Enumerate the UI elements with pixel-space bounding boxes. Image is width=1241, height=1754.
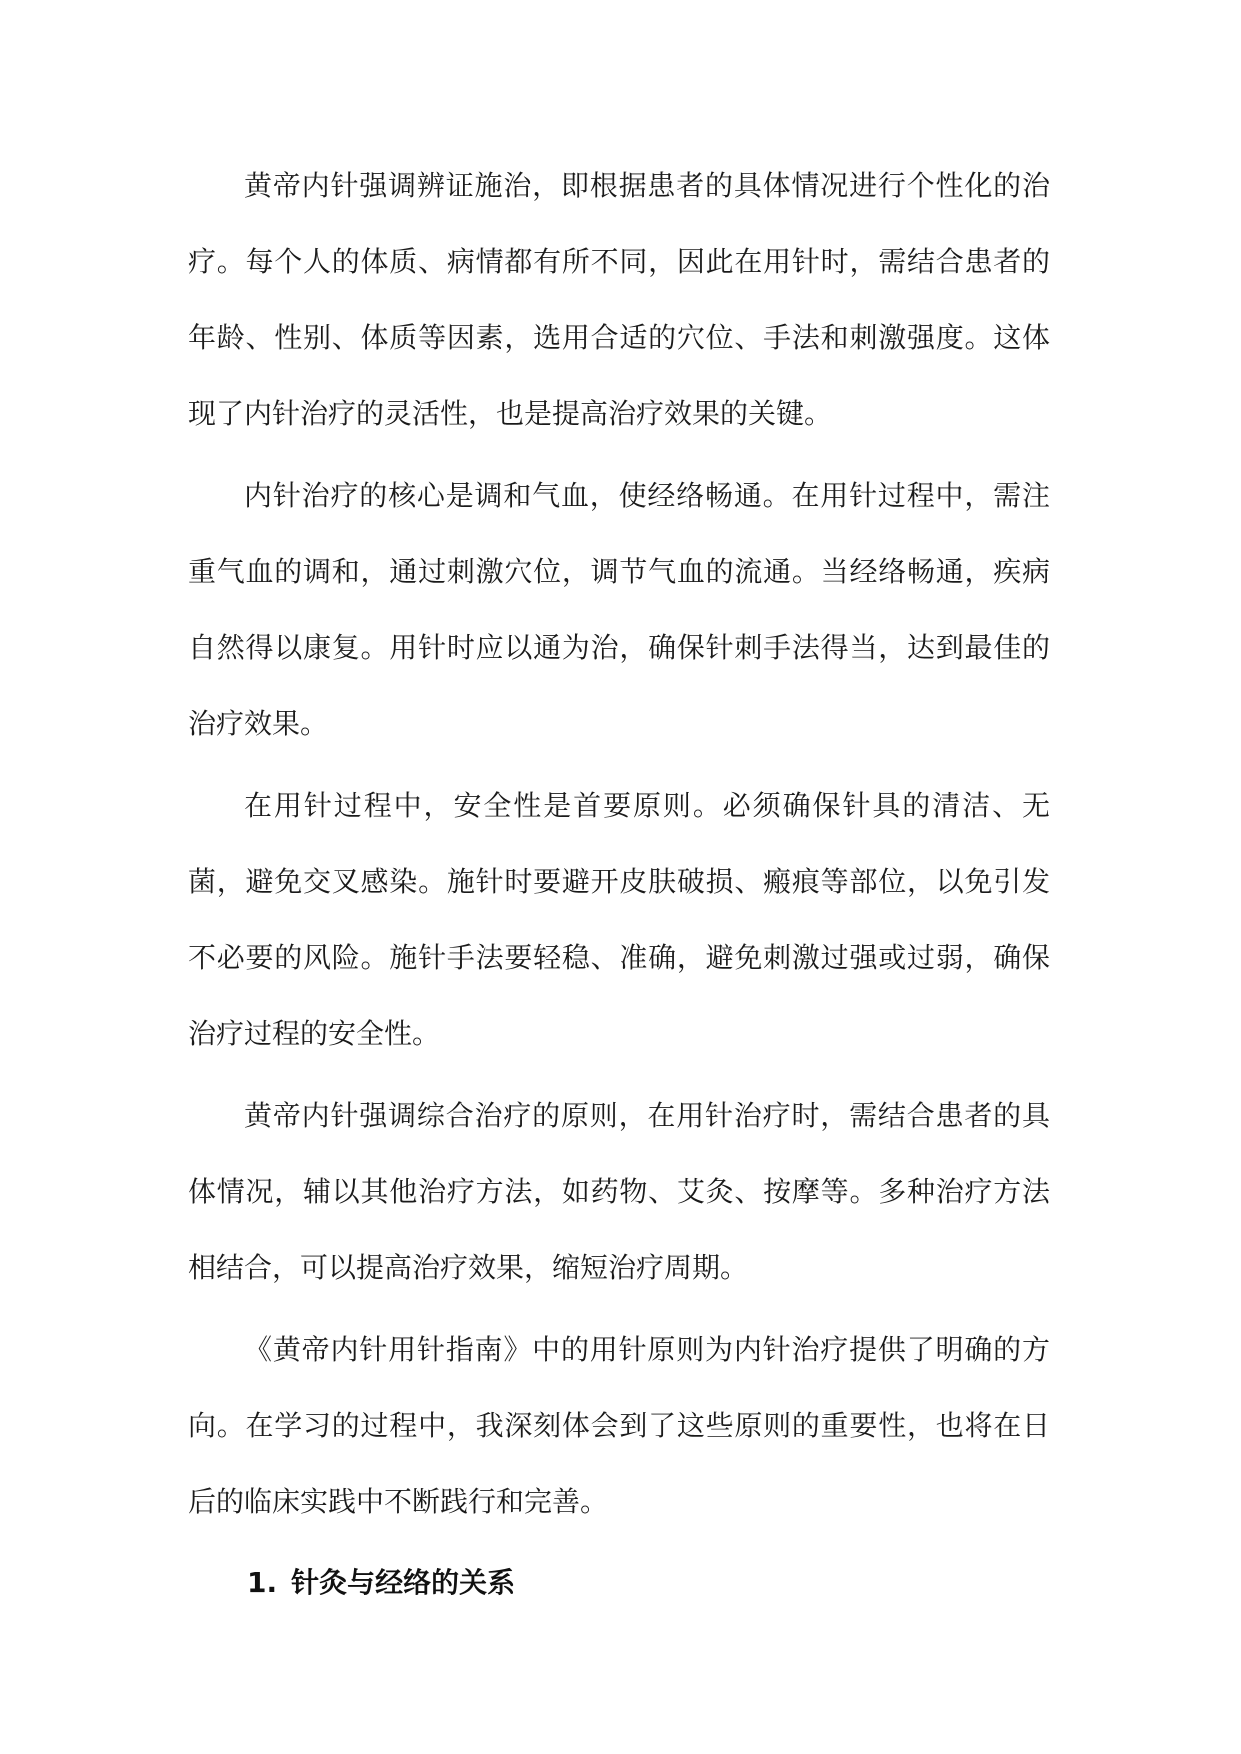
section-title: 针灸与经络的关系	[291, 1566, 516, 1599]
paragraph-conclusion: 《黄帝内针用针指南》中的用针原则为内针治疗提供了明确的方向。在学习的过程中，我深刻体会到了这些原则的重要性，也将在日后的临床实践中不断践行和完善。	[188, 1333, 1050, 1518]
paragraph-comprehensive: 黄帝内针强调综合治疗的原则，在用针治疗时，需结合患者的具体情况，辅以其他治疗方法，如药物、艾灸、按摩等。多种治疗方法相结合，可以提高治疗效果，缩短治疗周期。	[188, 1099, 1050, 1284]
section-number: 1.	[247, 1566, 278, 1599]
paragraph-qixue: 内针治疗的核心是调和气血，使经络畅通。在用针过程中，需注重气血的调和，通过刺激穴位，调节气血的流通。当经络畅通，疾病自然得以康复。用针时应以通为治，确保针刺手法得当，达到最佳的治疗效果。	[188, 479, 1050, 740]
paragraph-safety: 在用针过程中，安全性是首要原则。必须确保针具的清洁、无菌，避免交叉感染。施针时要避开皮肤破损、瘢痕等部位，以免引发不必要的风险。施针手法要轻稳、准确，避免刺激过强或过弱，确保治疗过程的安全性。	[188, 789, 1050, 1050]
section-heading	[247, 1563, 515, 1603]
body-text	[188, 148, 1050, 1546]
paragraph-bianzheng: 黄帝内针强调辨证施治，即根据患者的具体情况进行个性化的治疗。每个人的体质、病情都有所不同，因此在用针时，需结合患者的年龄、性别、体质等因素，选用合适的穴位、手法和刺激强度。这体现了内针治疗的灵活性，也是提高治疗效果的关键。	[188, 169, 1050, 430]
